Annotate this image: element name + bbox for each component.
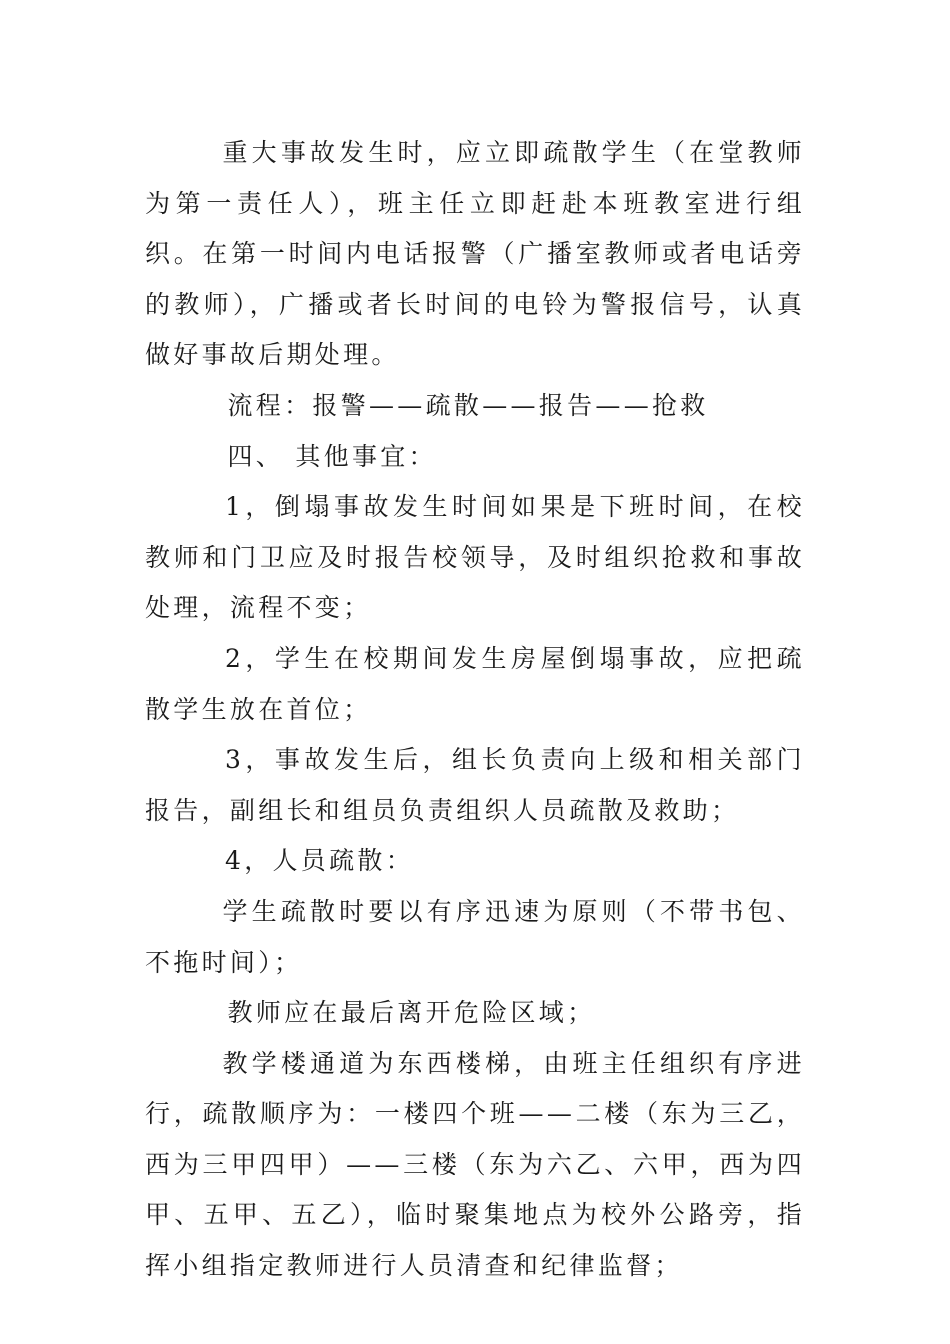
document-body	[145, 128, 805, 1292]
paragraph-major-accident: 重大事故发生时，应立即疏散学生（在堂教师为第一责任人），班主任立即赶赴本班教室进行组织。在第一时间内电话报警（广播室教师或者电话旁的教师），广播或者长时间的电铃为警报信号，认真做好事故后期处理。	[145, 138, 805, 370]
paragraph-procedure: 流程：报警——疏散——报告——抢救	[227, 390, 709, 420]
section-heading-other-matters: 四、 其他事宜：	[227, 441, 437, 471]
list-item-2: 2，学生在校期间发生房屋倒塌事故，应把疏散学生放在首位；	[145, 643, 805, 724]
list-item-4: 4，人员疏散：	[225, 846, 415, 876]
list-item-3: 3，事故发生后，组长负责向上级和相关部门报告，副组长和组员负责组织人员疏散及救助；	[145, 745, 805, 825]
paragraph-teacher-leave: 教师应在最后离开危险区域；	[227, 998, 596, 1028]
list-item-1: 1，倒塌事故发生时间如果是下班时间，在校教师和门卫应及时报告校领导，及时组织抢救和事故处理，流程不变；	[145, 492, 805, 623]
paragraph-student-evacuation: 学生疏散时要以有序迅速为原则（不带书包、不拖时间）；	[145, 896, 805, 977]
paragraph-evacuation-order: 教学楼通道为东西楼梯，由班主任组织有序进行，疏散顺序为：一楼四个班——二楼（东为三乙，西为三甲四甲）——三楼（东为六乙、六甲，西为四甲、五甲、五乙），临时聚集地点为校外公路旁，指挥小组指定教师进行人员清查和纪律监督；	[145, 1048, 805, 1281]
